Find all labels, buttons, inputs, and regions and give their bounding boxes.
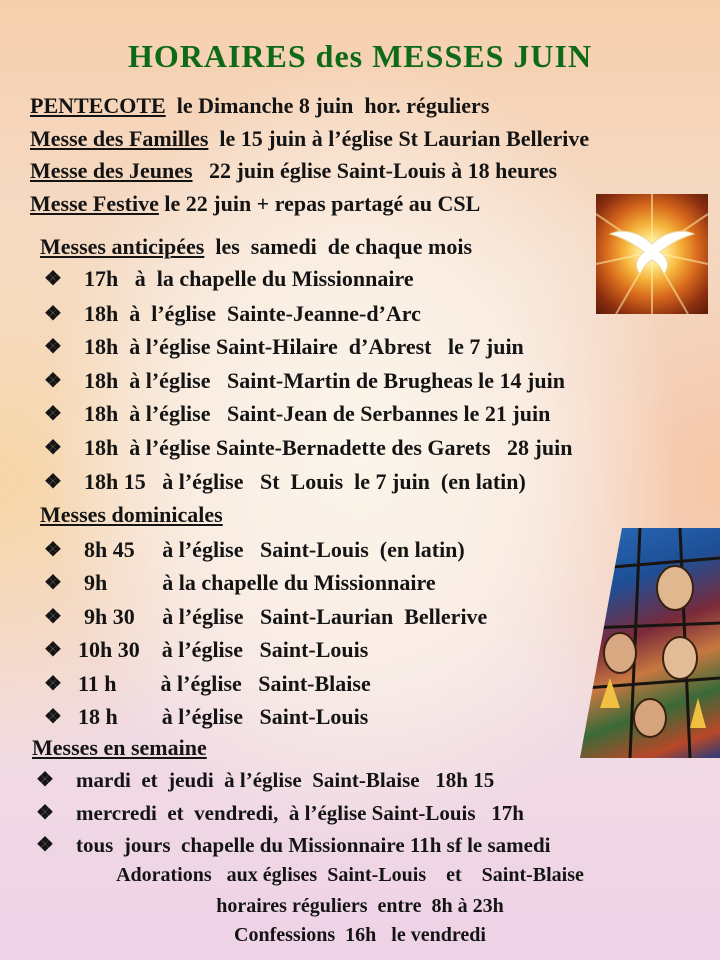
list-item: tous jours chapelle du Missionnaire 11h sf le samedi: [76, 833, 551, 857]
list-item: mercredi et vendredi, à l’église Saint-Louis 17h: [76, 801, 524, 825]
announcement-text: le Dimanche 8 juin hor. réguliers: [165, 93, 490, 118]
bullet-icon: ❖: [44, 471, 62, 493]
announcement-text: 22 juin église Saint-Louis à 18 heures: [192, 158, 558, 183]
bullet-icon: ❖: [36, 769, 54, 791]
bullet-icon: ❖: [36, 802, 54, 824]
announcement-heading: Messe Festive: [30, 191, 159, 216]
bullet-icon: ❖: [36, 834, 54, 856]
announcement-text: le 15 juin à l’église St Laurian Bellerive: [208, 126, 590, 151]
stained-glass-icon: [580, 528, 720, 758]
bullet-icon: ❖: [44, 403, 62, 425]
bullet-icon: ❖: [44, 606, 62, 628]
announcement-messe-jeunes: [30, 157, 557, 185]
stained-glass-apostles-image: [580, 528, 720, 758]
bullet-icon: ❖: [44, 303, 62, 325]
list-item: 17h à la chapelle du Missionnaire: [84, 266, 414, 291]
holy-spirit-dove-image: [596, 194, 708, 314]
bullet-icon: ❖: [44, 572, 62, 594]
bullet-icon: ❖: [44, 268, 62, 290]
bullet-icon: ❖: [44, 673, 62, 695]
section-heading: Messes anticipées: [40, 234, 205, 259]
list-item: 18h à l’église Sainte-Bernadette des Garets 28 juin: [84, 435, 573, 460]
list-item: 8h 45 à l’église Saint-Louis (en latin): [84, 537, 465, 562]
bullet-icon: ❖: [44, 437, 62, 459]
bullet-icon: ❖: [44, 706, 62, 728]
list-item: mardi et jeudi à l’église Saint-Blaise 18h 15: [76, 768, 495, 792]
announcement-messe-festive: [30, 190, 480, 218]
section-anticipees-header: [40, 233, 472, 261]
footer-horaires: horaires réguliers entre 8h à 23h: [216, 895, 504, 917]
bullet-icon: ❖: [44, 539, 62, 561]
list-item: 9h à la chapelle du Missionnaire: [84, 570, 436, 595]
announcement-pentecote: [30, 92, 489, 120]
section-subtitle: les samedi de chaque mois: [204, 234, 473, 259]
list-item: 18h à l’église Sainte-Jeanne-d’Arc: [84, 301, 421, 326]
list-item: 18h à l’église Saint-Martin de Brugheas le 14 juin: [84, 368, 565, 393]
announcement-heading: PENTECOTE: [30, 93, 166, 118]
announcement-heading: Messe des Familles: [30, 126, 209, 151]
bullet-icon: ❖: [44, 639, 62, 661]
bullet-icon: ❖: [44, 336, 62, 358]
list-item: 18h 15 à l’église St Louis le 7 juin (en latin): [84, 469, 526, 494]
bullet-icon: ❖: [44, 370, 62, 392]
footer-adorations: Adorations aux églises Saint-Louis et Saint-Blaise: [116, 864, 584, 886]
section-semaine-heading: Messes en semaine: [32, 735, 207, 760]
list-item: 10h 30 à l’église Saint-Louis: [78, 637, 369, 662]
announcement-messe-familles: [30, 125, 589, 153]
list-item: 18 h à l’église Saint-Louis: [78, 704, 369, 729]
announcement-heading: Messe des Jeunes: [30, 158, 193, 183]
footer-confessions: Confessions 16h le vendredi: [234, 924, 486, 946]
list-item: 18h à l’église Saint-Jean de Serbannes le 21 juin: [84, 401, 551, 426]
announcement-text: le 22 juin + repas partagé au CSL: [158, 191, 481, 216]
dove-icon: [596, 194, 708, 314]
list-item: 11 h à l’église Saint-Blaise: [78, 671, 371, 696]
page-title: HORAIRES des MESSES JUIN: [127, 38, 593, 74]
section-dominicales-heading: Messes dominicales: [40, 502, 223, 527]
list-item: 9h 30 à l’église Saint-Laurian Bellerive: [84, 604, 488, 629]
list-item: 18h à l’église Saint-Hilaire d’Abrest le 7 juin: [84, 334, 524, 359]
